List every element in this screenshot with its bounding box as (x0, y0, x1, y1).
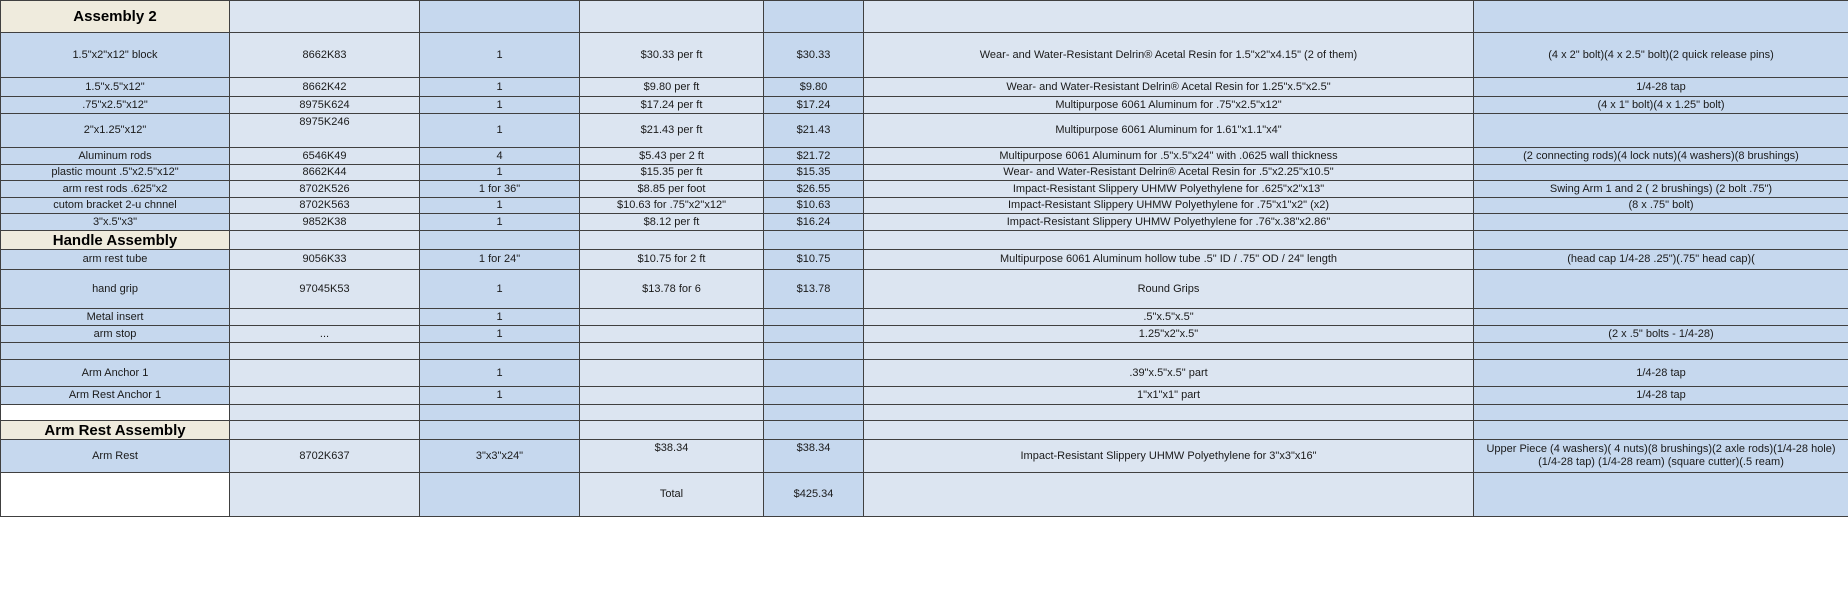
cell[interactable] (764, 231, 864, 250)
description-cell[interactable]: Multipurpose 6061 Aluminum for .5"x.5"x24" with .0625 wall thickness (864, 148, 1474, 165)
section-header-row (1, 421, 1848, 440)
total-row (1, 473, 1848, 517)
cell[interactable] (764, 1, 864, 33)
cell[interactable] (864, 405, 1474, 421)
part-number-cell[interactable]: ... (230, 326, 420, 343)
part-number-cell[interactable]: 97045K53 (230, 270, 420, 309)
table-row (1, 309, 1848, 326)
table-row (1, 214, 1848, 231)
description-cell[interactable]: .5"x.5"x.5" (864, 309, 1474, 326)
quantity-cell[interactable]: 1 (420, 198, 580, 214)
table-row (1, 114, 1848, 148)
empty-row (1, 343, 1848, 360)
quantity-cell[interactable]: 4 (420, 148, 580, 165)
section-header-row (1, 1, 1848, 33)
unit-price-cell[interactable]: $17.24 per ft (580, 97, 764, 114)
part-name-cell[interactable]: Arm Rest Anchor 1 (1, 387, 230, 405)
cell[interactable] (420, 1, 580, 33)
cell[interactable] (230, 343, 420, 360)
description-cell[interactable]: Impact-Resistant Slippery UHMW Polyethylene for .76"x.38"x2.86" (864, 214, 1474, 231)
hardware-cell[interactable]: (2 connecting rods)(4 lock nuts)(4 washers)(8 brushings) (1474, 148, 1848, 165)
unit-price-cell[interactable]: $13.78 for 6 (580, 270, 764, 309)
cost-cell[interactable] (764, 387, 864, 405)
description-cell[interactable]: Wear- and Water-Resistant Delrin® Acetal Resin for 1.5"x2"x4.15" (2 of them) (864, 33, 1474, 78)
hardware-cell[interactable]: Swing Arm 1 and 2 ( 2 brushings) (2 bolt .75") (1474, 181, 1848, 198)
part-name-cell[interactable]: cutom bracket 2-u chnnel (1, 198, 230, 214)
hardware-cell[interactable] (1474, 270, 1848, 309)
unit-price-cell[interactable] (580, 309, 764, 326)
unit-price-cell[interactable]: $8.85 per foot (580, 181, 764, 198)
part-name-cell[interactable]: 3"x.5"x3" (1, 214, 230, 231)
empty-row (1, 405, 1848, 421)
quantity-cell[interactable]: 1 (420, 214, 580, 231)
hardware-cell[interactable]: (8 x .75" bolt) (1474, 198, 1848, 214)
cell[interactable] (580, 421, 764, 440)
description-cell[interactable]: 1.25"x2"x.5" (864, 326, 1474, 343)
total-label-cell[interactable]: Total (580, 473, 764, 517)
quantity-cell[interactable]: 1 (420, 97, 580, 114)
table-row (1, 97, 1848, 114)
quantity-cell[interactable]: 1 for 36" (420, 181, 580, 198)
description-cell[interactable]: Impact-Resistant Slippery UHMW Polyethylene for .75"x1"x2" (x2) (864, 198, 1474, 214)
cell[interactable] (230, 405, 420, 421)
unit-price-cell[interactable] (580, 360, 764, 387)
hardware-cell[interactable]: Upper Piece (4 washers)( 4 nuts)(8 brushings)(2 axle rods)(1/4-28 hole)(1/4-28 tap) (1/4-28 ream) (square cutter)(.5 ream) (1474, 440, 1848, 473)
part-number-cell[interactable]: 8702K637 (230, 440, 420, 473)
cost-cell[interactable]: $13.78 (764, 270, 864, 309)
cost-cell[interactable]: $16.24 (764, 214, 864, 231)
unit-price-cell[interactable] (580, 387, 764, 405)
cell[interactable] (230, 473, 420, 517)
cell[interactable] (864, 421, 1474, 440)
cell[interactable] (1474, 1, 1848, 33)
part-name-cell[interactable]: arm stop (1, 326, 230, 343)
hardware-cell[interactable]: (head cap 1/4-28 .25")(.75" head cap)( (1474, 250, 1848, 270)
cost-cell[interactable]: $10.75 (764, 250, 864, 270)
description-cell[interactable]: Impact-Resistant Slippery UHMW Polyethylene for .625"x2"x13" (864, 181, 1474, 198)
cost-cell[interactable]: $17.24 (764, 97, 864, 114)
cell[interactable] (864, 343, 1474, 360)
table-row (1, 440, 1848, 473)
table-row (1, 181, 1848, 198)
table-row (1, 198, 1848, 214)
cost-cell[interactable] (764, 360, 864, 387)
unit-price-cell[interactable]: $8.12 per ft (580, 214, 764, 231)
quantity-cell[interactable]: 1 (420, 33, 580, 78)
part-name-cell[interactable]: arm rest rods .625"x2 (1, 181, 230, 198)
part-number-cell[interactable]: 8702K526 (230, 181, 420, 198)
quantity-cell[interactable]: 1 (420, 326, 580, 343)
hardware-cell[interactable] (1474, 114, 1848, 148)
table-row (1, 148, 1848, 165)
unit-price-cell[interactable]: $15.35 per ft (580, 165, 764, 181)
cell[interactable] (1, 343, 230, 360)
table-row (1, 165, 1848, 181)
cell[interactable] (580, 343, 764, 360)
total-value-cell[interactable]: $425.34 (764, 473, 864, 517)
hardware-cell[interactable] (1474, 165, 1848, 181)
hardware-cell[interactable]: 1/4-28 tap (1474, 78, 1848, 97)
part-name-cell[interactable]: 1.5"x2"x12" block (1, 33, 230, 78)
hardware-cell[interactable] (1474, 214, 1848, 231)
unit-price-cell[interactable]: $5.43 per 2 ft (580, 148, 764, 165)
cell[interactable] (1, 405, 230, 421)
description-cell[interactable]: Impact-Resistant Slippery UHMW Polyethylene for 3"x3"x16" (864, 440, 1474, 473)
cell[interactable] (864, 473, 1474, 517)
part-name-cell[interactable]: Arm Rest (1, 440, 230, 473)
unit-price-cell[interactable]: $30.33 per ft (580, 33, 764, 78)
description-cell[interactable]: Multipurpose 6061 Aluminum for .75"x2.5"x12" (864, 97, 1474, 114)
cost-cell[interactable] (764, 326, 864, 343)
part-name-cell[interactable]: arm rest tube (1, 250, 230, 270)
quantity-cell[interactable]: 1 (420, 309, 580, 326)
section-title[interactable]: Handle Assembly (1, 231, 230, 250)
cell[interactable] (864, 1, 1474, 33)
hardware-cell[interactable] (1474, 309, 1848, 326)
quantity-cell[interactable]: 1 (420, 360, 580, 387)
unit-price-cell[interactable]: $9.80 per ft (580, 78, 764, 97)
part-number-cell[interactable] (230, 360, 420, 387)
table-row (1, 250, 1848, 270)
part-number-cell[interactable]: 9056K33 (230, 250, 420, 270)
section-title[interactable]: Arm Rest Assembly (1, 421, 230, 440)
hardware-cell[interactable]: (4 x 1" bolt)(4 x 1.25" bolt) (1474, 97, 1848, 114)
cost-cell[interactable]: $38.34 (764, 440, 864, 473)
table-row (1, 78, 1848, 97)
part-name-cell[interactable]: 2"x1.25"x12" (1, 114, 230, 148)
cost-cell[interactable]: $21.72 (764, 148, 864, 165)
description-cell[interactable]: Wear- and Water-Resistant Delrin® Acetal Resin for 1.25"x.5"x2.5" (864, 78, 1474, 97)
unit-price-cell[interactable]: $10.63 for .75"x2"x12" (580, 198, 764, 214)
part-name-cell[interactable]: Metal insert (1, 309, 230, 326)
cell[interactable] (230, 231, 420, 250)
part-number-cell[interactable]: 8662K42 (230, 78, 420, 97)
cell[interactable] (764, 421, 864, 440)
description-cell[interactable]: 1"x1"x1" part (864, 387, 1474, 405)
cell[interactable] (1474, 405, 1848, 421)
description-cell[interactable]: Multipurpose 6061 Aluminum for 1.61"x1.1"x4" (864, 114, 1474, 148)
cell[interactable] (420, 473, 580, 517)
description-cell[interactable]: .39"x.5"x.5" part (864, 360, 1474, 387)
cell[interactable] (230, 1, 420, 33)
unit-price-cell[interactable]: $38.34 (580, 440, 764, 473)
hardware-cell[interactable]: 1/4-28 tap (1474, 387, 1848, 405)
cell[interactable] (580, 405, 764, 421)
cell[interactable] (1474, 473, 1848, 517)
cost-cell[interactable]: $21.43 (764, 114, 864, 148)
part-number-cell[interactable]: 8975K246 (230, 114, 420, 148)
quantity-cell[interactable]: 1 (420, 78, 580, 97)
part-name-cell[interactable]: Aluminum rods (1, 148, 230, 165)
description-cell[interactable]: Multipurpose 6061 Aluminum hollow tube .5" ID / .75" OD / 24" length (864, 250, 1474, 270)
part-number-cell[interactable]: 8662K44 (230, 165, 420, 181)
unit-price-cell[interactable]: $21.43 per ft (580, 114, 764, 148)
part-name-cell[interactable]: Arm Anchor 1 (1, 360, 230, 387)
table-row (1, 33, 1848, 78)
quantity-cell[interactable]: 3"x3"x24" (420, 440, 580, 473)
part-number-cell[interactable]: 8702K563 (230, 198, 420, 214)
cell[interactable] (1474, 421, 1848, 440)
part-number-cell[interactable]: 9852K38 (230, 214, 420, 231)
cell[interactable] (420, 343, 580, 360)
cell[interactable] (420, 421, 580, 440)
part-number-cell[interactable]: 6546K49 (230, 148, 420, 165)
cost-cell[interactable]: $10.63 (764, 198, 864, 214)
part-number-cell[interactable]: 8975K624 (230, 97, 420, 114)
cost-cell[interactable]: $9.80 (764, 78, 864, 97)
cost-cell[interactable]: $15.35 (764, 165, 864, 181)
cell[interactable] (580, 231, 764, 250)
cell[interactable] (1474, 343, 1848, 360)
cell[interactable] (230, 421, 420, 440)
cell[interactable] (1, 473, 230, 517)
cell[interactable] (764, 405, 864, 421)
cost-cell[interactable] (764, 309, 864, 326)
description-cell[interactable]: Wear- and Water-Resistant Delrin® Acetal Resin for .5"x2.25"x10.5" (864, 165, 1474, 181)
table-row (1, 387, 1848, 405)
section-header-row (1, 231, 1848, 250)
cell[interactable] (420, 231, 580, 250)
cell[interactable] (864, 231, 1474, 250)
hardware-cell[interactable]: (2 x .5" bolts - 1/4-28) (1474, 326, 1848, 343)
unit-price-cell[interactable]: $10.75 for 2 ft (580, 250, 764, 270)
part-number-cell[interactable] (230, 387, 420, 405)
cell[interactable] (580, 1, 764, 33)
cell[interactable] (420, 405, 580, 421)
table-row (1, 360, 1848, 387)
quantity-cell[interactable]: 1 (420, 114, 580, 148)
part-name-cell[interactable]: hand grip (1, 270, 230, 309)
cell[interactable] (1474, 231, 1848, 250)
cost-cell[interactable]: $30.33 (764, 33, 864, 78)
table-row (1, 270, 1848, 309)
part-number-cell[interactable]: 8662K83 (230, 33, 420, 78)
part-name-cell[interactable]: .75"x2.5"x12" (1, 97, 230, 114)
hardware-cell[interactable]: 1/4-28 tap (1474, 360, 1848, 387)
hardware-cell[interactable]: (4 x 2" bolt)(4 x 2.5" bolt)(2 quick release pins) (1474, 33, 1848, 78)
description-cell[interactable]: Round Grips (864, 270, 1474, 309)
table-row (1, 326, 1848, 343)
cell[interactable] (764, 343, 864, 360)
part-number-cell[interactable] (230, 309, 420, 326)
unit-price-cell[interactable] (580, 326, 764, 343)
part-name-cell[interactable]: plastic mount .5"x2.5"x12" (1, 165, 230, 181)
part-name-cell[interactable]: 1.5"x.5"x12" (1, 78, 230, 97)
quantity-cell[interactable]: 1 (420, 270, 580, 309)
quantity-cell[interactable]: 1 (420, 387, 580, 405)
section-title[interactable]: Assembly 2 (1, 1, 230, 33)
quantity-cell[interactable]: 1 for 24" (420, 250, 580, 270)
cost-cell[interactable]: $26.55 (764, 181, 864, 198)
quantity-cell[interactable]: 1 (420, 165, 580, 181)
